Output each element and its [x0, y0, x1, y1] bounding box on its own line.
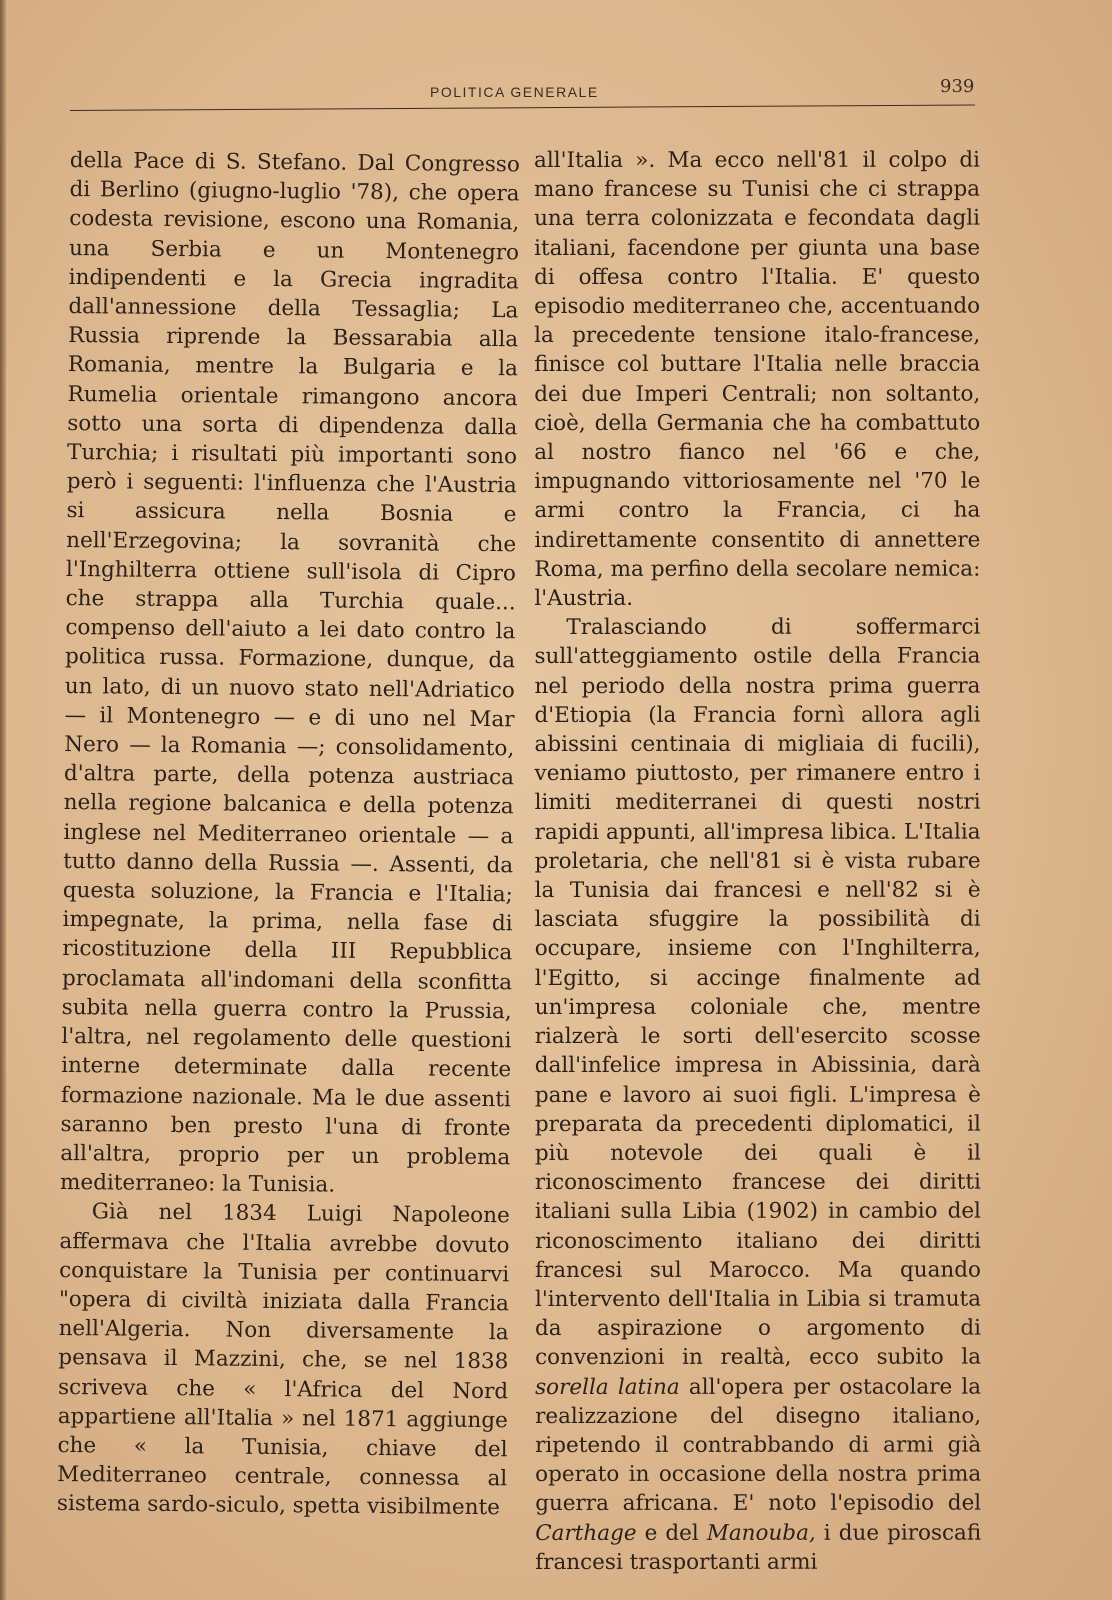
italic-manouba: Manouba,: [706, 1520, 816, 1546]
italic-sorella-latina: sorella latina: [535, 1374, 680, 1400]
running-title: POLITICA GENERALE: [430, 84, 599, 100]
right-paragraph-2-text-c: e del: [636, 1520, 707, 1546]
left-paragraph-1: della Pace di S. Stefano. Dal Congresso di Berlino (giugno-luglio '78), che opera codesta revisione, escono una Romania, una Serbia e un Montenegro indipendenti e la Grecia ingradita dall'annessione della Tessaglia; La Russia riprende la Bessarabia alla Romania, mentre la Bulgaria e la Rumelia orientale rimangono ancora sotto una sorta di dipendenza dalla Turchia; i risultati più importanti sono però i seguenti: l'influenza che l'Austria si assicura nella Bosnia e nell'Erzegovina; la sovranità che l'Inghilterra ottiene sull'isola di Cipro che strappa alla Turchia quale... compenso dell'aiuto a lei dato contro la politica russa. Formazione, dunque, da un lato, di un nuovo stato nell'Adriatico — il Montenegro — e di uno nel Mar Nero — la Romania —; consolidamento, d'altra parte, della potenza austriaca nella regione balcanica e della potenza inglese nel Mediterraneo orientale — a tutto danno della Russia —. Assenti, da questa soluzione, la Francia e l'Italia; impegnate, la prima, nella fase di ricostituzione della III Repubblica proclamata all'indomani della sconfitta subita nella guerra contro la Prussia, l'altra, nel regolamento delle questioni interne determinate dalla recente formazione nazionale. Ma le due assenti saranno ben presto l'una di fronte all'altra, proprio per un problema mediterraneo: la Tunisia.: [59, 147, 520, 1198]
right-column: [534, 146, 981, 1577]
left-paragraph-2: Già nel 1834 Luigi Napoleone affermava che l'Italia avrebbe dovuto conquistare la Tunisia per continuarvi "opera di civiltà iniziata dalla Francia nell'Algeria. Non diversamente la pensava il Mazzini, che, se nel 1838 scriveva che « l'Africa del Nord appartiene all'Italia » nel 1871 aggiunge che « la Tunisia, chiave del Mediterraneo centrale, connessa al sistema sardo-siculo, spetta visibilmente: [56, 1199, 510, 1521]
header-rule: [70, 104, 975, 111]
page-number: 939: [940, 76, 975, 97]
right-paragraph-2-text-a: Tralasciando di soffermarci sull'atteggiamento ostile della Francia nel periodo della nostra prima guerra d'Etiopia (la Francia fornì allora agli abissini centinaia di migliaia di fucili), veniamo piuttosto, per rimanere entro i limiti mediterranei di questi nostri rapidi appunti, all'impresa libica. L'Italia proletaria, che nell'81 si è vista rubare la Tunisia dai francesi e nell'82 si è lasciata sfuggire la possibilità di occupare, insieme con l'Inghilterra, l'Egitto, si accinge finalmente ad un'impresa coloniale che, mentre rialzerà le sorti dell'esercito scosse dall'infelice impresa in Abissinia, darà pane e lavoro ai suoi figli. L'impresa è preparata da precedenti diplomatici, il più notevole dei quali è il riconoscimento francese dei diritti italiani sulla Libia (1902) in cambio del riconoscimento italiano dei diritti francesi sul Marocco. Ma quando l'intervento dell'Italia in Libia si tramuta da aspirazione o argomento di convenzioni in realtà, ecco subito la: [534, 614, 982, 1371]
left-column: [57, 146, 520, 1523]
italic-carthage: Carthage: [535, 1520, 637, 1546]
page-binding-edge: [0, 0, 6, 1600]
right-paragraph-2-text-d: i due piroscafi francesi trasportanti armi: [535, 1520, 982, 1575]
right-paragraph-1: all'Italia ». Ma ecco nell'81 il colpo di mano francese su Tunisi che ci strappa una terra colonizzata e fecondata dagli italiani, facendone per giunta una base di offesa contro l'Italia. E' questo episodio mediterraneo che, accentuando la precedente tensione italo-francese, finisce col buttare l'Italia nelle braccia dei due Imperi Centrali; non soltanto, cioè, della Germania che ha combattuto al nostro fianco nel '66 e che, impugnando vittoriosamente nel '70 le armi contro la Francia, ci ha indirettamente consentito di annettere Roma, ma perfino della secolare nemica: l'Austria.: [534, 147, 981, 612]
right-paragraph-2: [534, 613, 981, 1577]
right-paragraph-2-text-b: all'opera per ostacolare la realizzazione del disegno italiano, ripetendo il contrabbando di armi già operato in occasione della nostra prima guerra africana. E' noto l'episodio del: [535, 1374, 982, 1517]
